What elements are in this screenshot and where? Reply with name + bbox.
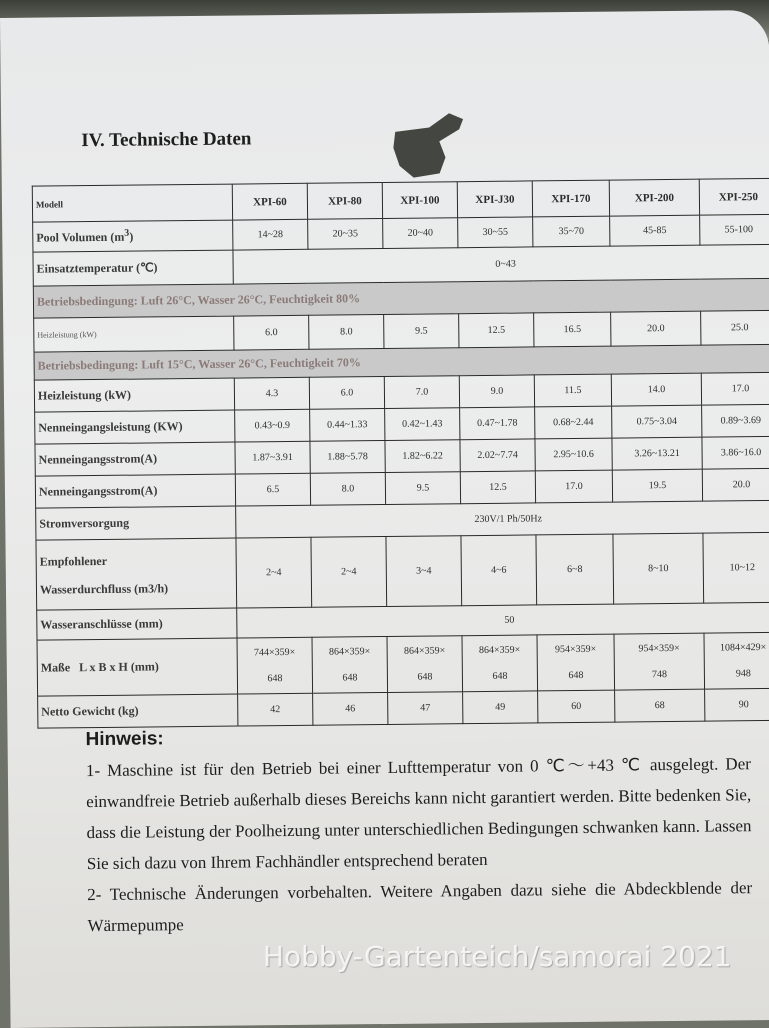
section-title: IV. Technische Daten: [81, 128, 252, 152]
table-cell-merged: 230V/1 Ph/50Hz: [236, 500, 769, 538]
table-cell: 12.5: [459, 313, 534, 348]
table-cell: 14.0: [611, 373, 701, 406]
model-col-6: XPI-200: [609, 179, 699, 216]
dim-h: 648: [342, 671, 358, 683]
model-col-3: XPI-100: [382, 182, 457, 219]
model-col-5: XPI-170: [532, 180, 609, 217]
table-cell: 9.5: [384, 314, 459, 349]
dim-h: 648: [417, 671, 433, 683]
table-cell: 0.44~1.33: [310, 408, 385, 441]
condition-label: Betriebsbedingung: Luft 26°C, Wasser 26°C, Feuchtigkeit 80%: [33, 278, 769, 318]
table-cell: 14~28: [233, 219, 308, 250]
row-label: Heizleistung (kW): [34, 316, 234, 352]
model-col-7: XPI-250: [699, 178, 769, 215]
table-cell: 16.5: [534, 312, 611, 347]
table-cell-merged: 50: [237, 602, 769, 638]
row-label: Einsatztemperatur (℃): [33, 250, 233, 286]
table-cell: 17.0: [701, 372, 769, 405]
dim-h: 648: [267, 672, 283, 684]
table-cell: 1.82~6.22: [385, 440, 460, 473]
table-cell: 90: [705, 688, 769, 721]
dim-lb: 744×359×: [253, 646, 296, 658]
table-cell: 6.0: [309, 376, 384, 409]
table-cell: 20~40: [383, 218, 458, 249]
table-cell: 0.68~2.44: [535, 406, 612, 439]
table-cell: 3~4: [386, 536, 462, 607]
table-cell: 19.5: [612, 469, 702, 502]
row-label: [33, 220, 233, 252]
table-cell: 60: [538, 690, 615, 723]
table-cell: 4.3: [234, 377, 309, 410]
table-cell: [462, 635, 538, 692]
dim-lb: 864×359×: [478, 644, 521, 656]
table-cell: 1.87~3.91: [235, 441, 310, 474]
table-cell: 68: [615, 689, 705, 722]
dim-h: 748: [651, 668, 667, 680]
notes-title: Hinweis:: [85, 728, 164, 751]
table-cell: 9.0: [459, 375, 534, 408]
table-cell: 11.5: [534, 374, 611, 407]
table-cell: 8.0: [309, 314, 384, 349]
dim-lb: 954×359×: [554, 643, 597, 655]
table-cell: 2.02~7.74: [460, 439, 535, 472]
table-cell: 3.86~16.0: [702, 436, 769, 469]
row-label: Maße L x B x H (mm): [37, 638, 238, 696]
table-cell: 46: [313, 692, 388, 725]
table-cell: 2~4: [236, 537, 312, 608]
document-page: [0, 10, 769, 1028]
note-2: 2- Technische Änderungen vorbehalten. Weitere Angaben dazu siehe die Abdeckblende der Wärmepumpe: [87, 878, 753, 936]
table-cell: 0.42~1.43: [385, 408, 460, 441]
dim-h: 648: [492, 670, 508, 682]
row-label-line: Wasserdurchfluss (m3/h): [39, 580, 169, 597]
row-label-line: Empfohlener: [39, 553, 108, 569]
table-cell: [237, 637, 313, 694]
table-cell: 42: [238, 693, 313, 726]
row-label: Heizleistung (kW): [34, 378, 234, 412]
condition-label: Betriebsbedingung: Luft 15°C, Wasser 26°C, Feuchtigkeit 70%: [34, 344, 769, 380]
dim-h: 948: [735, 667, 751, 679]
ink-blot: [389, 111, 470, 182]
dim-lb: 864×359×: [403, 644, 446, 657]
row-label: [36, 538, 237, 610]
row-label: Nenneingangsstrom(A): [35, 442, 235, 476]
row-label: Wasseranschlüsse (mm): [37, 608, 237, 640]
spec-table: [32, 178, 769, 729]
table-cell: 6.0: [234, 315, 309, 350]
table-cell: [614, 633, 705, 690]
row-label: Stromversorgung: [36, 506, 236, 540]
table-row: [36, 532, 769, 610]
dim-h: 648: [568, 669, 584, 681]
table-cell: 1.88~5.78: [310, 440, 385, 473]
table-cell: 8~10: [613, 533, 704, 604]
row-label: Netto Gewicht (kg): [38, 694, 238, 728]
table-cell: 20.0: [611, 311, 701, 346]
table-cell: [312, 636, 388, 693]
table-cell: 8.0: [310, 472, 385, 505]
row-label-text: Pool Volumen (m: [36, 229, 125, 245]
row-label-suffix: ): [129, 229, 134, 244]
table-cell: 7.0: [384, 376, 459, 409]
table-cell: 55-100: [700, 214, 769, 245]
model-col-2: XPI-80: [307, 183, 382, 220]
table-cell: 25.0: [701, 310, 769, 345]
dim-lb: 1084×429×: [719, 641, 767, 653]
dim-lb: 954×359×: [638, 642, 680, 654]
table-cell: 2.95~10.6: [535, 438, 612, 471]
table-cell: 35~70: [533, 216, 610, 247]
table-cell: [704, 632, 769, 689]
notes-section: [85, 722, 752, 941]
table-cell: 12.5: [460, 471, 535, 504]
table-cell: 9.5: [385, 472, 460, 505]
table-cell-merged: 0~43: [233, 244, 769, 284]
table-cell: 20.0: [702, 468, 769, 501]
dim-lb: 864×359×: [328, 645, 371, 658]
model-header: Modell: [32, 184, 232, 222]
table-cell: 0.89~3.69: [702, 404, 769, 437]
table-cell: 0.43~0.9: [235, 409, 310, 442]
note-1: 1- Maschine ist für den Betrieb bei einer Lufttemperatur von 0 ℃～+43 ℃ ausgelegt. Der einwandfreie Betrieb außerhalb dieses Bereichs kann nicht garantiert werden. Bitte bedenken Sie, dass die Leistung der Poolheizung unter unterschiedlichen Bedingungen schwanken kann. Lassen Sie sich dazu von Ihrem Fachhändler entsprechend beraten: [85, 754, 752, 874]
table-cell: 0.75~3.04: [612, 405, 702, 438]
table-cell: 4~6: [461, 535, 537, 606]
row-label: Nenneingangsstrom(A): [35, 474, 235, 508]
table-cell: [387, 636, 463, 693]
row-label: Nenneingangsleistung (KW): [35, 410, 235, 444]
table-cell: 0.47~1.78: [460, 407, 535, 440]
table-cell: 10~12: [703, 532, 769, 603]
table-cell: 6.5: [235, 473, 310, 506]
table-cell: 45-85: [610, 215, 700, 246]
table-cell: [537, 634, 615, 691]
table-cell: 2~4: [311, 536, 387, 607]
table-cell: 17.0: [535, 470, 612, 503]
superscript: 3: [124, 227, 130, 239]
table-cell: 49: [463, 691, 538, 724]
watermark-text: Hobby-Gartenteich/samorai 2021: [263, 940, 732, 973]
table-cell: 20~35: [308, 219, 383, 250]
table-cell: 47: [388, 692, 463, 725]
table-row: [37, 632, 769, 696]
table-cell: 6~8: [536, 534, 614, 605]
table-cell: 30~55: [458, 217, 533, 248]
table-cell: 3.26~13.21: [612, 437, 702, 470]
model-col-4: XPI-J30: [457, 181, 532, 218]
model-col-1: XPI-60: [232, 183, 307, 220]
